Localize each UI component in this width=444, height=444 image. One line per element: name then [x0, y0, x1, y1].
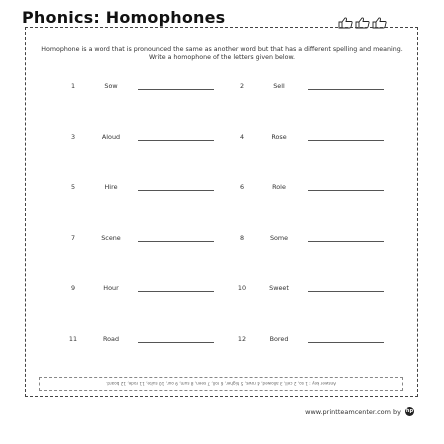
answer-line[interactable] [308, 89, 384, 90]
item-word: Sell [273, 82, 285, 90]
item-word: Aloud [101, 133, 121, 141]
answer-line[interactable] [308, 241, 384, 242]
item-word: Some [269, 234, 289, 242]
item-number: 8 [239, 234, 245, 242]
exercise-row [0, 133, 444, 145]
item-number: 12 [237, 335, 247, 343]
item-word: Role [272, 183, 286, 191]
answer-line[interactable] [308, 140, 384, 141]
answer-line[interactable] [138, 89, 214, 90]
item-number: 5 [70, 183, 76, 191]
item-number: 9 [70, 284, 76, 292]
footer-site-text: www.printteamcenter.com by [305, 407, 401, 416]
answer-line[interactable] [138, 140, 214, 141]
answer-line[interactable] [138, 190, 214, 191]
item-number: 6 [239, 183, 245, 191]
answer-key-box [39, 377, 403, 391]
item-word: Hour [103, 284, 119, 292]
item-word: Sow [104, 82, 118, 90]
item-word: Scene [101, 234, 121, 242]
answer-line[interactable] [308, 342, 384, 343]
answer-line[interactable] [308, 291, 384, 292]
item-number: 3 [70, 133, 76, 141]
exercise-row [0, 82, 444, 94]
answer-line[interactable] [138, 241, 214, 242]
hp-logo-icon: hp [405, 408, 414, 414]
instructions-text: Homophone is a word that is pronounced the same as another word but that has a different spelling and meaning. Write a homophone of the letters given below. [41, 46, 403, 62]
item-number: 4 [239, 133, 245, 141]
item-number: 7 [70, 234, 76, 242]
item-number: 1 [70, 82, 76, 90]
answer-key-text: Answer key : 1 so, 2 cell, 3 allowed, 4 rows, 5 higher, 6 roll, 7 seen, 8 sum, 9 our, 10 suite, 11 rode, 12 board. [105, 381, 337, 386]
exercise-row [0, 234, 444, 246]
page-title: Phonics: Homophones [22, 8, 226, 27]
item-word: Road [102, 335, 120, 343]
answer-line[interactable] [138, 291, 214, 292]
item-word: Sweet [269, 284, 289, 292]
item-word: Rose [271, 133, 287, 141]
exercise-row [0, 335, 444, 347]
item-number: 2 [239, 82, 245, 90]
item-word: Bored [269, 335, 289, 343]
footer [305, 407, 414, 416]
answer-line[interactable] [138, 342, 214, 343]
exercise-row [0, 183, 444, 195]
item-word: Hire [104, 183, 118, 191]
answer-line[interactable] [308, 190, 384, 191]
item-number: 10 [237, 284, 247, 292]
item-number: 11 [68, 335, 78, 343]
exercise-row [0, 284, 444, 296]
